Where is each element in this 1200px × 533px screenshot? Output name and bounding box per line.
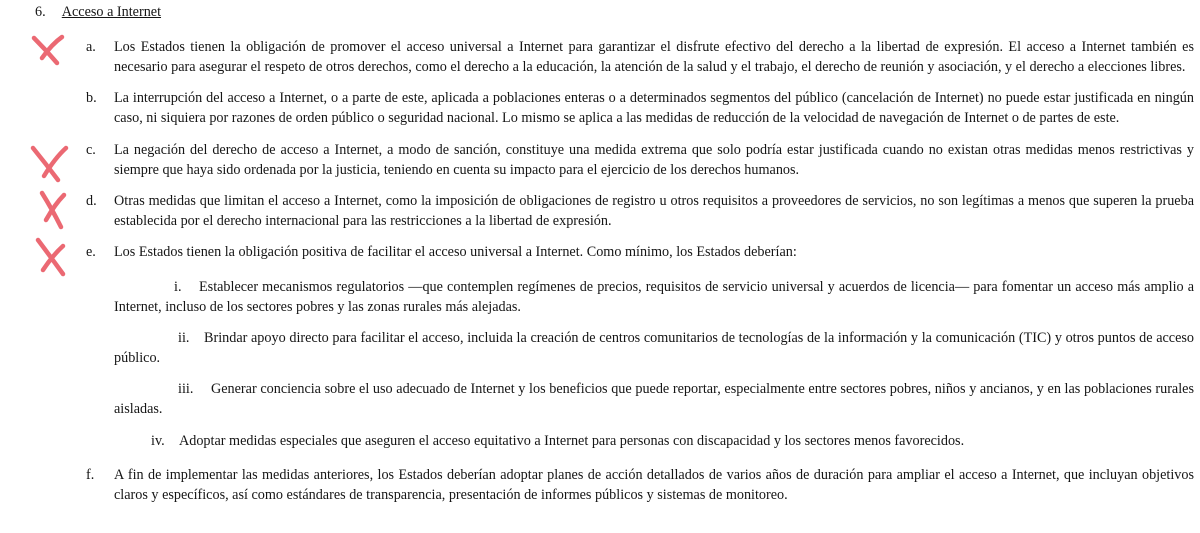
x-mark-icon <box>42 193 64 227</box>
sub-list-item <box>114 379 1194 419</box>
item-text: A fin de implementar las medidas anteriores, los Estados deberían adoptar planes de acción detallados de varios años de duración para ampliar el acceso a Internet, que incluyan objetivos claros y específicos, así como estándares de transparencia, presentación de informes públicos y sistemas de monitoreo. <box>114 467 1194 503</box>
list-item <box>86 191 1194 231</box>
sub-item-label: iv. <box>151 433 165 449</box>
section-heading <box>35 4 161 21</box>
sub-list-item <box>114 431 1194 451</box>
sub-list-item <box>114 328 1194 368</box>
item-label: d. <box>86 193 97 209</box>
sub-item-label: iii. <box>178 381 194 397</box>
x-mark-icon <box>33 148 66 180</box>
item-label: a. <box>86 39 96 55</box>
handwritten-marks <box>0 0 90 290</box>
list-item <box>86 465 1194 505</box>
list-item <box>86 242 1194 262</box>
sub-list-item <box>114 277 1194 317</box>
item-text: La interrupción del acceso a Internet, o a parte de este, aplicada a poblaciones enteras o a determinados segmentos del público (cancelación de Internet) no puede estar justificada en ningún caso, ni siquiera por razones de orden público o seguridad nacional. Lo mismo se aplica a las medidas de reducción de la velocidad de navegación de Internet o de partes de este. <box>114 90 1194 126</box>
sub-item-text: Establecer mecanismos regulatorios —que contemplen regímenes de precios, requisitos de servicio universal y acuerdos de licencia— para fomentar un acceso más amplio a Internet, incluso de los sectores pobres y las zonas rurales más alejadas. <box>114 279 1194 315</box>
item-label: c. <box>86 142 96 158</box>
item-text: Los Estados tienen la obligación de promover el acceso universal a Internet para garantizar el disfrute efectivo del derecho a la libertad de expresión. El acceso a Internet también es necesario para asegurar el respeto de otros derechos, como el derecho a la educación, la atención de la salud y el trabajo, el derecho de reunión y asociación, y el derecho a elecciones libres. <box>114 39 1194 75</box>
x-mark-icon <box>38 240 63 274</box>
item-text: Otras medidas que limitan el acceso a Internet, como la imposición de obligaciones de registro u otros requisitos a proveedores de servicios, no son legítimas a menos que superen la prueba establecida por el derecho internacional para las restricciones a la libertad de expresión. <box>114 193 1194 229</box>
list-item <box>86 140 1194 180</box>
sub-item-label: i. <box>174 279 182 295</box>
item-label: b. <box>86 90 97 106</box>
sub-item-text: Brindar apoyo directo para facilitar el acceso, incluida la creación de centros comunitarios de tecnologías de la información y la comunicación (TIC) y otros puntos de acceso público. <box>114 330 1194 366</box>
x-mark-icon <box>34 37 62 63</box>
list-item <box>86 37 1194 77</box>
list-item <box>86 88 1194 128</box>
item-label: f. <box>86 467 95 483</box>
sub-item-text: Adoptar medidas especiales que aseguren el acceso equitativo a Internet para personas con discapacidad y los sectores menos favorecidos. <box>179 433 965 449</box>
item-label: e. <box>86 244 96 260</box>
section-title: Acceso a Internet <box>61 4 162 20</box>
section-number: 6. <box>35 4 46 20</box>
sub-item-text: Generar conciencia sobre el uso adecuado de Internet y los beneficios que puede reportar, especialmente entre sectores pobres, niños y ancianos, y en las poblaciones rurales aisladas. <box>114 381 1194 417</box>
item-text: Los Estados tienen la obligación positiva de facilitar el acceso universal a Internet. Como mínimo, los Estados deberían: <box>114 244 797 260</box>
item-text: La negación del derecho de acceso a Internet, a modo de sanción, constituye una medida extrema que solo podría estar justificada cuando no existan otras medidas menos restrictivas y siempre que haya sido ordenada por la justicia, teniendo en cuenta su impacto para el ejercicio de los derechos humanos. <box>114 142 1194 178</box>
sub-item-label: ii. <box>178 330 190 346</box>
